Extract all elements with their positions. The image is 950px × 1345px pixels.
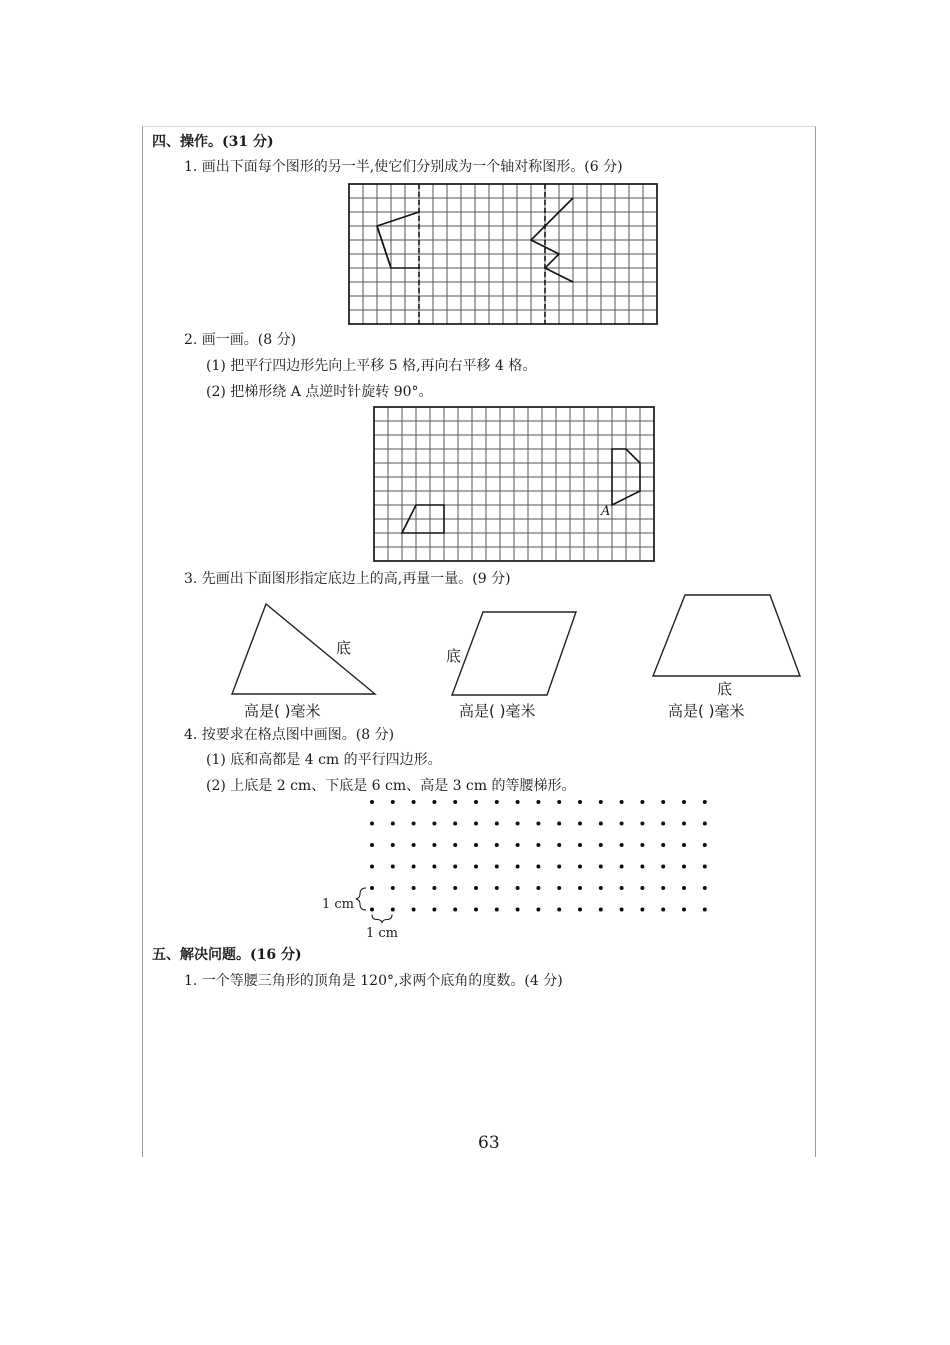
grid-dot [599,886,603,890]
grid-dot [682,865,686,869]
trapezoid-height-answer: 高是( )毫米 [668,702,745,720]
grid-dot [599,800,603,804]
triangle-height-answer: 高是( )毫米 [244,702,321,720]
grid-dot [495,908,499,912]
grid-dot [557,843,561,847]
section4-title: 四、操作。(31 分) [152,134,274,150]
dot-grid [360,796,720,926]
grid-dot [536,865,540,869]
grid-dot [391,822,395,826]
grid-dot [703,843,707,847]
section5-title: 五、解决问题。(16 分) [152,947,302,963]
grid-dot [620,908,624,912]
q2-sub1: (1) 把平行四边形先向上平移 5 格,再向右平移 4 格。 [206,358,537,374]
grid-dot [661,800,665,804]
grid-dot [391,886,395,890]
q4-sub2: (2) 上底是 2 cm、下底是 6 cm、高是 3 cm 的等腰梯形。 [206,778,576,794]
grid-dot [453,886,457,890]
grid-dot [495,800,499,804]
grid-dot [599,822,603,826]
grid-dot [703,800,707,804]
grid-dot [661,865,665,869]
grid-dot [599,865,603,869]
triangle-shape [232,604,375,694]
grid-dot [370,908,374,912]
q2-sub2: (2) 把梯形绕 A 点逆时针旋转 90°。 [206,384,433,400]
grid-dot [412,865,416,869]
grid-dot [640,800,644,804]
grid-dot [682,908,686,912]
grid-dot [516,865,520,869]
grid-dot [453,822,457,826]
q4-text: 4. 按要求在格点图中画图。(8 分) [184,727,395,743]
grid-dot [370,822,374,826]
grid-dot [703,908,707,912]
grid-dot [557,822,561,826]
grid-dot [557,865,561,869]
grid-dot [516,908,520,912]
grid-dot [370,886,374,890]
grid-dot [391,843,395,847]
grid-dot [391,908,395,912]
grid-dot [495,822,499,826]
grid-dot [640,843,644,847]
q4-sub1: (1) 底和高都是 4 cm 的平行四边形。 [206,752,442,768]
grid-dot [620,800,624,804]
grid-dot [620,822,624,826]
grid-dot [536,908,540,912]
grid-dot [557,886,561,890]
grid-dot [536,843,540,847]
grid-dot [516,886,520,890]
grid-dot [536,822,540,826]
grid-dot [578,908,582,912]
grid-dot [412,800,416,804]
grid-dot [370,800,374,804]
grid-dot [432,822,436,826]
grid-dot [453,843,457,847]
grid-dot [661,822,665,826]
grid-dot [599,843,603,847]
trapezoid-base-label: 底 [717,680,733,698]
grid-dot [474,822,478,826]
grid-dot [516,822,520,826]
grid-dot [432,843,436,847]
grid-dot [412,822,416,826]
grid-dot [578,886,582,890]
horizontal-scale-brace [372,915,392,923]
grid-dot [578,800,582,804]
grid-dot [682,886,686,890]
grid-dot [412,886,416,890]
scale-label-horizontal: 1 cm [366,926,399,941]
q3-text: 3. 先画出下面图形指定底边上的高,再量一量。(9 分) [184,571,511,587]
q2-text: 2. 画一画。(8 分) [184,332,297,348]
grid-dot [661,843,665,847]
scale-label-vertical: 1 cm [322,897,355,912]
grid-dot [474,908,478,912]
grid-dot [557,800,561,804]
grid-dot [453,865,457,869]
parallelogram-base-label: 底 [446,647,462,665]
trapezoid-shape [653,595,800,676]
grid-dot [661,908,665,912]
grid-dot [557,908,561,912]
grid-dot [640,865,644,869]
grid-dot [682,843,686,847]
grid-dot [620,865,624,869]
grid-dot [370,865,374,869]
grid-dot [412,843,416,847]
grid-dot [578,843,582,847]
grid-dot [640,886,644,890]
s5-q1-text: 1. 一个等腰三角形的顶角是 120°,求两个底角的度数。(4 分) [184,973,563,989]
grid-dot [391,800,395,804]
grid-dot [495,886,499,890]
parallelogram-height-answer: 高是( )毫米 [459,702,536,720]
grid-dot [703,822,707,826]
grid-dot [640,822,644,826]
grid-dot [682,800,686,804]
parallelogram-shape [452,612,576,695]
grid-dot [412,908,416,912]
grid-dot [661,886,665,890]
grid-dot [620,886,624,890]
grid-dot [432,908,436,912]
grid-dot [370,843,374,847]
grid-dot [432,886,436,890]
grid-dot [432,800,436,804]
grid-dot [495,865,499,869]
page-number: 63 [478,1133,500,1153]
grid-dot [516,800,520,804]
grid-dot [495,843,499,847]
grid-dot [453,908,457,912]
grid-dot [703,886,707,890]
grid-dot [682,822,686,826]
grid-dot [578,822,582,826]
point-a-label: A [601,504,611,519]
grid-dot [391,865,395,869]
grid-dot [703,865,707,869]
triangle-base-label: 底 [336,639,352,657]
grid-dot [620,843,624,847]
grid-dot [536,886,540,890]
grid-dot [516,843,520,847]
grid-dot [536,800,540,804]
grid-dot [599,908,603,912]
q1-text: 1. 画出下面每个图形的另一半,使它们分别成为一个轴对称图形。(6 分) [184,159,623,175]
grid-dot [453,800,457,804]
grid-dot [578,865,582,869]
grid-dot [432,865,436,869]
grid-dot [474,865,478,869]
grid-dot [474,886,478,890]
grid-dot [474,843,478,847]
grid-dot [474,800,478,804]
grid-dot [640,908,644,912]
